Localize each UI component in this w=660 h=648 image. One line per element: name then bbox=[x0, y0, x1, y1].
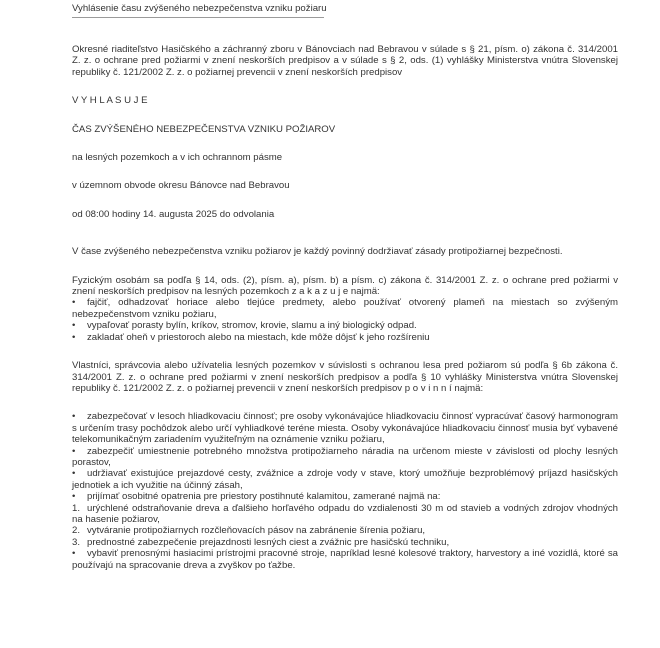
list-item-text: vytváranie protipožiarnych rozčleňovacích pásov na zabránenie šírenia požiaru, bbox=[87, 525, 426, 537]
list-item bbox=[72, 537, 618, 548]
list-item-text: fajčiť, odhadzovať horiace alebo tlejúce predmety, alebo používať otvorený plameň na miestach so zvýšeným nebezpečenstvom vzniku požiaru, bbox=[72, 297, 618, 320]
document-title: Vyhlásenie času zvýšeného nebezpečenstva vzniku požiaru bbox=[72, 3, 327, 14]
list-item-text: prednostné zabezpečenie prejazdnosti lesných ciest a zvážnic pre hasičskú techniku, bbox=[87, 536, 450, 548]
validity-line: od 08:00 hodiny 14. augusta 2025 do odvolania bbox=[72, 208, 275, 220]
list-item bbox=[72, 503, 618, 526]
list-marker: • bbox=[72, 297, 76, 309]
list-item bbox=[72, 332, 618, 343]
list-item bbox=[72, 468, 618, 491]
list-item bbox=[72, 320, 618, 331]
prohibited-list bbox=[72, 297, 618, 343]
intro-paragraph: Okresné riaditeľstvo Hasičského a záchranný zboru v Bánovciach nad Bebravou v súlade s § 21, písm. o) zákona č. 314/2001 Z. z. o ochrane pred požiarmi v znení neskorších predpisov a v súlade s § 2, ods. (1) vyhlášky Ministerstva vnútra Slovenskej republiky č. 121/2002 Z. z. o požiarnej prevencii v znení neskorších predpisov bbox=[72, 44, 618, 78]
list-item bbox=[72, 491, 618, 502]
list-item-text: prijímať osobitné opatrenia pre priestory postihnuté kalamitou, zamerané najmä na: bbox=[87, 491, 441, 503]
list-item-text: zabezpečiť umiestnenie potrebného množstva protipožiarneho náradia na určenom mieste v závislosti od plochy lesných porastov, bbox=[72, 445, 618, 468]
list-marker: • bbox=[72, 411, 76, 423]
list-marker: • bbox=[72, 491, 76, 503]
list-marker: • bbox=[72, 445, 76, 457]
title-underline bbox=[72, 17, 324, 18]
duty-all-paragraph: V čase zvýšeného nebezpečenstva vzniku požiarov je každý povinný dodržiavať zásady protipožiarnej bezpečnosti. bbox=[72, 246, 563, 258]
list-marker: • bbox=[72, 468, 76, 480]
prohibited-intro: Fyzickým osobám sa podľa § 14, ods. (2), písm. a), písm. b) a písm. c) zákona č. 314/2001 Z. z. o ochrane pred požiarmi v znení neskorších predpisov na lesných pozemkoch z a k a z u j e najmä: bbox=[72, 274, 618, 298]
declares-line: V Y H L A S U J E bbox=[72, 95, 148, 107]
list-marker: 1. bbox=[72, 502, 81, 514]
scope-land-line: na lesných pozemkoch a v ich ochrannom pásme bbox=[72, 152, 283, 164]
list-marker: • bbox=[72, 331, 76, 343]
list-item-text: zabezpečovať v lesoch hliadkovaciu činnosť; pre osoby vykonávajúce hliadkovaciu činnosť vypracúvať časový harmonogram s určením trasy pochôdzok alebo určí vyhliadkové teréne miesta. Osoby vykonávajúce hliadkovaciu činnosť musia byť vybavené telekomunikačným zariadením využiteľným na oznámenie vzniku požiaru, bbox=[72, 411, 618, 446]
list-marker: • bbox=[72, 548, 76, 560]
list-item-text: udržiavať existujúce prejazdové cesty, zvážnice a zdroje vody v stave, ktorý umožňuje bezproblémový príjazd hasičských jednotiek a ich využitie na účinný zásah, bbox=[72, 468, 618, 491]
list-item-text: vybaviť prenosnými hasiacimi prístrojmi pracovné stroje, napríklad lesné kolesové traktory, harvestory a iné vozidlá, ktoré sa používajú na spracovanie dreva a zvyškov po ťažbe. bbox=[72, 548, 618, 571]
list-marker: • bbox=[72, 320, 76, 332]
obliged-intro: Vlastníci, správcovia alebo užívatelia lesných pozemkov v súvislosti s ochranou lesa pred požiarom sú podľa § 6b zákona č. 314/2001 Z. z. o ochrane pred požiarmi v znení neskorších predpisov a podľa § 10 vyhlášky Ministerstva vnútra Slovenskej republiky č. 121/2002 Z. z. o požiarnej prevencii v znení neskorších predpisov p o v i n n í najmä: bbox=[72, 360, 618, 394]
document-body bbox=[72, 44, 618, 571]
list-item bbox=[72, 548, 618, 571]
list-item-text: zakladať oheň v priestoroch alebo na miestach, kde môže dôjsť k jeho rozšíreniu bbox=[87, 331, 430, 343]
duties-list bbox=[72, 411, 618, 571]
list-item bbox=[72, 297, 618, 320]
list-marker: 3. bbox=[72, 536, 81, 548]
scope-area-line: v územnom obvode okresu Bánovce nad Bebravou bbox=[72, 180, 290, 192]
list-item bbox=[72, 446, 618, 469]
list-item bbox=[72, 411, 618, 445]
list-marker: 2. bbox=[72, 525, 81, 537]
list-item bbox=[72, 525, 618, 536]
heading-line: ČAS ZVÝŠENÉHO NEBEZPEČENSTVA VZNIKU POŽIAROV bbox=[72, 123, 336, 135]
list-item-text: vypaľovať porasty bylín, kríkov, stromov, krovie, slamu a iný biologický odpad. bbox=[87, 320, 417, 332]
list-item-text: urýchlené odstraňovanie dreva a ďalšieho horľavého odpadu do vzdialenosti 30 m od stavieb a vodných zdrojov vhodných na hasenie požiarov, bbox=[72, 502, 618, 525]
